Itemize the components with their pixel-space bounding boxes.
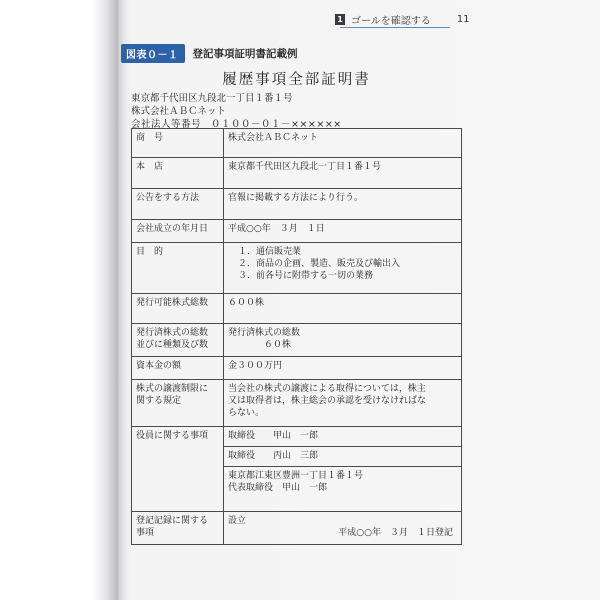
table-row <box>132 243 462 294</box>
row-value <box>224 512 462 545</box>
row-value: 株式会社ＡＢＣネット <box>224 129 462 158</box>
row-value <box>224 243 462 294</box>
row-value-line: らない。 <box>228 408 265 418</box>
row-value: ６００株 <box>224 294 462 324</box>
purpose-item: ２．商品の企画、製造、販売及び輸出入 <box>238 259 401 269</box>
officer-role: 取締役 <box>228 431 256 441</box>
row-value <box>224 427 462 512</box>
row-label-line: 関する規定 <box>136 396 182 406</box>
officer-name: 丙山 三郎 <box>273 451 319 461</box>
registry-table <box>131 128 462 545</box>
row-label: 資本金の額 <box>132 357 224 380</box>
row-label-line: 登記記録に関する <box>136 516 209 526</box>
row-value: 官報に掲載する方法により行う。 <box>224 189 462 220</box>
row-label: 本 店 <box>132 158 224 189</box>
row-label-line: 発行済株式の総数 <box>136 328 209 338</box>
book-gutter <box>0 0 118 600</box>
table-row <box>132 357 462 380</box>
figure-badge: 図表０－１ <box>121 44 185 63</box>
officer-entry <box>228 430 457 442</box>
row-value-line: 又は取得者は，株主総会の承認を受けなければな <box>228 396 427 406</box>
running-head <box>335 12 470 27</box>
row-label: 公告をする方法 <box>132 189 224 220</box>
figure-caption <box>121 44 298 63</box>
table-row <box>132 189 462 220</box>
row-label-line: 事項 <box>136 528 155 538</box>
table-row <box>132 129 462 158</box>
company-name: 株式会社ＡＢＣネット <box>131 106 227 117</box>
officer-name: 甲山 一郎 <box>273 431 319 441</box>
row-label-line: 並びに種類及び数 <box>136 340 209 350</box>
figure-title: 登記事項証明書記載例 <box>192 48 298 60</box>
row-value: 東京都千代田区九段北一丁目１番１号 <box>224 158 462 189</box>
running-head-rule <box>340 27 450 28</box>
table-row <box>132 324 462 357</box>
officer-role: 取締役 <box>228 451 256 461</box>
row-value-line: 設立 <box>228 516 247 526</box>
row-value: 平成○○年 ３月 １日 <box>224 220 462 243</box>
row-label <box>132 512 224 545</box>
page-number: 11 <box>456 14 470 25</box>
divider <box>223 466 462 467</box>
row-label: 会社成立の年月日 <box>132 220 224 243</box>
company-address: 東京都千代田区九段北一丁目１番１号 <box>131 93 293 104</box>
row-value <box>224 380 462 427</box>
purpose-item: ３．前各号に附帯する一切の業務 <box>238 271 374 281</box>
representative-director: 代表取締役 甲山 一郎 <box>228 483 328 493</box>
table-row <box>132 380 462 427</box>
corporate-number: 会社法人等番号 ０１００－０１－×××××× <box>131 119 342 130</box>
chapter-title: ゴールを確認する <box>351 16 431 27</box>
table-row <box>132 427 462 512</box>
row-label <box>132 380 224 427</box>
row-value-line: ６０株 <box>264 340 292 350</box>
row-value <box>224 324 462 357</box>
row-value-line: 発行済株式の総数 <box>228 328 301 338</box>
table-row <box>132 220 462 243</box>
row-value: 金３００万円 <box>224 357 462 380</box>
officer-entry <box>228 450 457 462</box>
row-label-line: 株式の譲渡制限に <box>136 384 209 394</box>
row-label: 発行可能株式総数 <box>132 294 224 324</box>
table-row <box>132 158 462 189</box>
chapter-number: 1 <box>335 14 345 25</box>
row-value-line: 平成○○年 ３月 １日登記 <box>338 528 453 538</box>
certificate-title: 履歴事項全部証明書 <box>222 72 371 88</box>
divider <box>223 446 462 447</box>
row-label: 役員に関する事項 <box>132 427 224 512</box>
row-label <box>132 324 224 357</box>
row-label: 目 的 <box>132 243 224 294</box>
purpose-item: １．通信販売業 <box>238 247 302 257</box>
row-label: 商 号 <box>132 129 224 158</box>
representative-address: 東京都江東区豊洲一丁目１番１号 <box>228 471 364 481</box>
row-value-line: 当会社の株式の譲渡による取得については，株主 <box>228 384 426 394</box>
table-row <box>132 512 462 545</box>
table-row <box>132 294 462 324</box>
